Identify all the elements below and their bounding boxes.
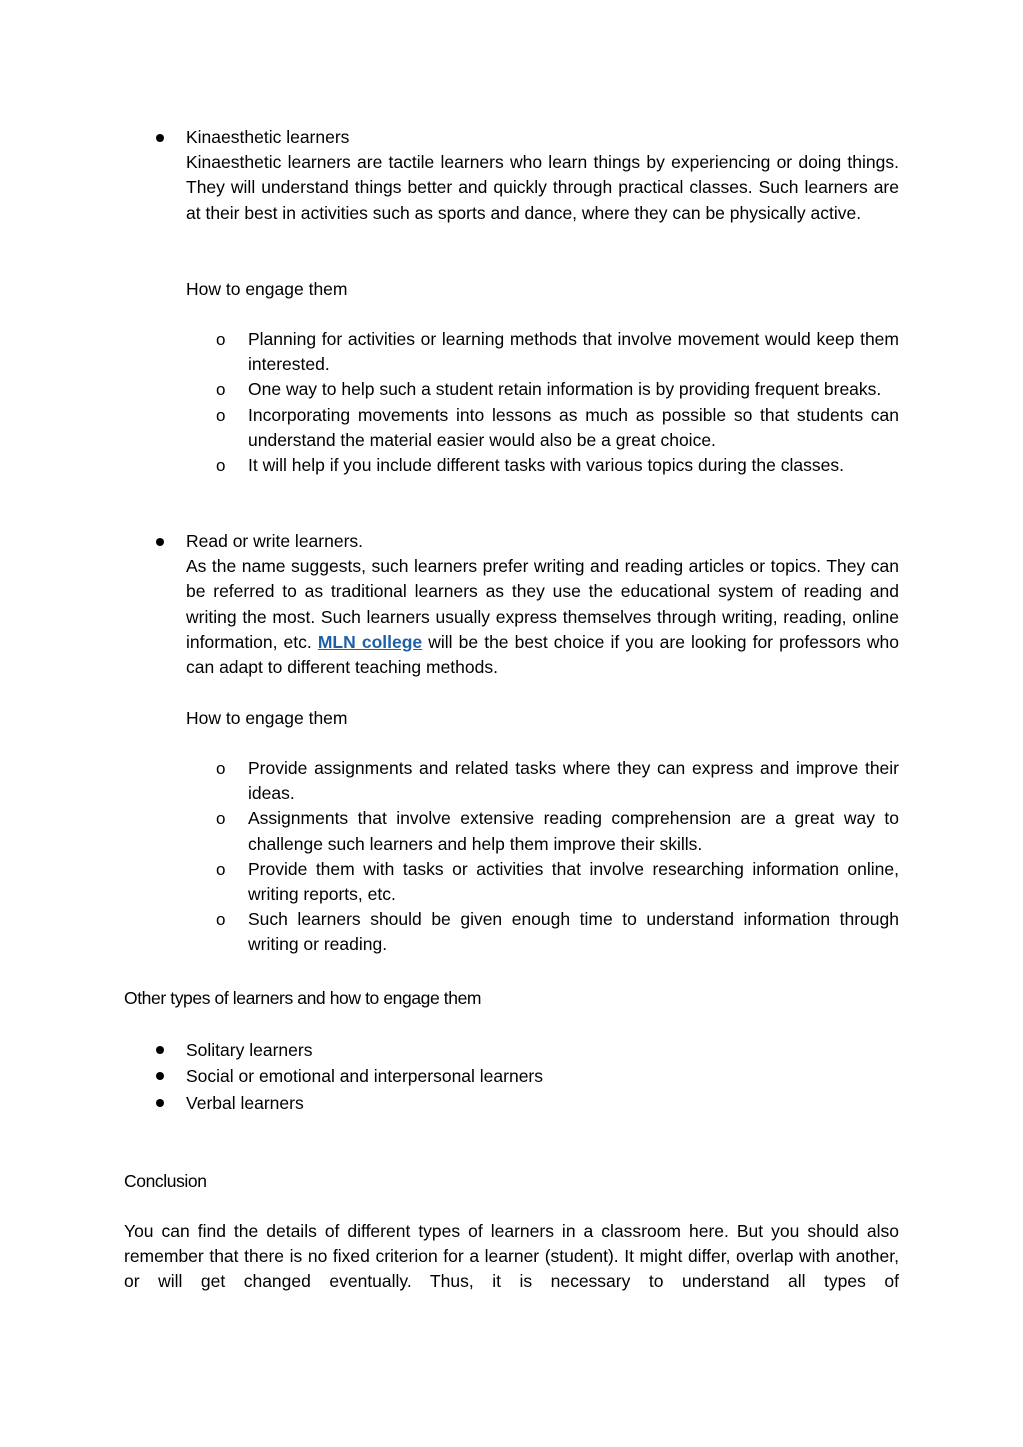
list-item bbox=[216, 907, 899, 957]
kinaesthetic-title: Kinaesthetic learners bbox=[186, 127, 350, 147]
other-types-list bbox=[186, 1037, 543, 1116]
read-write-engage-heading: How to engage them bbox=[186, 708, 348, 728]
circle-bullet-icon: o bbox=[216, 405, 226, 425]
kinaesthetic-description: Kinaesthetic learners are tactile learners who learn things by experiencing or doing things. They will understand things better and quickly through practical classes. Such learners are at their best in activities such as sports and dance, where they can be physically active. bbox=[186, 152, 899, 223]
circle-bullet-icon: o bbox=[216, 380, 226, 400]
learner-type: Social or emotional and interpersonal learners bbox=[186, 1066, 544, 1087]
circle-bullet-icon: o bbox=[216, 759, 226, 778]
list-item bbox=[216, 327, 899, 377]
list-item bbox=[216, 806, 899, 856]
tip-text: Provide them with tasks or activities that involve researching information online, writing reports, etc. bbox=[248, 858, 899, 905]
kinaesthetic-engage-heading: How to engage them bbox=[186, 279, 348, 299]
description-text: As the name suggests, such learners prefer writing and reading articles or topics. They can be referred to as traditional learners as they use the educational system of reading and writing the most. Such learners usually express themselves through writing, reading, online information, etc. bbox=[186, 556, 899, 652]
other-types-heading: Other types of learners and how to engage them bbox=[124, 988, 482, 1008]
tip-text: It will help if you include different tasks with various topics during the classes. bbox=[248, 455, 844, 476]
circle-bullet-icon: o bbox=[216, 859, 226, 879]
tip-text: Such learners should be given enough time to understand information through writing or reading. bbox=[248, 909, 899, 955]
learner-type: Verbal learners bbox=[186, 1092, 304, 1113]
tip-text: Planning for activities or learning methods that involve movement would keep them interested. bbox=[248, 329, 899, 375]
tip-text: Assignments that involve extensive reading comprehension are a great way to challenge such learners and help them improve their skills. bbox=[248, 808, 899, 854]
list-item bbox=[186, 1090, 543, 1116]
list-item bbox=[186, 1037, 543, 1063]
conclusion-text: You can find the details of different types of learners in a classroom here. But you should also remember that there is no fixed criterion for a learner (student). It might differ, overlap with another, or will get changed eventually. Thus, it is necessary to understand all types of bbox=[124, 1221, 899, 1292]
circle-bullet-icon: o bbox=[216, 910, 226, 930]
learner-type: Solitary learners bbox=[186, 1040, 313, 1060]
kinaesthetic-tips-list bbox=[216, 327, 899, 478]
list-item bbox=[216, 756, 899, 806]
read-write-section bbox=[186, 529, 899, 680]
circle-bullet-icon: o bbox=[216, 809, 226, 829]
list-item bbox=[186, 1063, 543, 1089]
bullet-icon bbox=[156, 1046, 164, 1054]
bullet-icon bbox=[156, 134, 164, 142]
kinaesthetic-section bbox=[186, 125, 899, 226]
mln-college-link[interactable]: MLN college bbox=[317, 631, 423, 652]
tip-text: Incorporating movements into lessons as much as possible so that students can understand the material easier would also be a great choice. bbox=[248, 404, 899, 450]
list-item bbox=[216, 857, 899, 907]
tip-text: One way to help such a student retain information is by providing frequent breaks. bbox=[248, 379, 882, 400]
list-item bbox=[216, 377, 899, 402]
list-item bbox=[216, 403, 899, 453]
conclusion-heading: Conclusion bbox=[124, 1171, 207, 1191]
read-write-description bbox=[186, 554, 899, 680]
bullet-icon bbox=[156, 1099, 164, 1107]
bullet-icon bbox=[156, 538, 164, 546]
read-write-title: Read or write learners. bbox=[186, 531, 364, 551]
read-write-tips-list bbox=[216, 756, 899, 958]
list-item bbox=[216, 453, 899, 478]
circle-bullet-icon: o bbox=[216, 330, 226, 349]
bullet-icon bbox=[156, 1072, 164, 1080]
tip-text: Provide assignments and related tasks where they can express and improve their ideas. bbox=[248, 758, 899, 804]
circle-bullet-icon: o bbox=[216, 456, 226, 476]
description-text: will be the best choice if you are looking for professors who can adapt to different teaching methods. bbox=[186, 631, 899, 678]
